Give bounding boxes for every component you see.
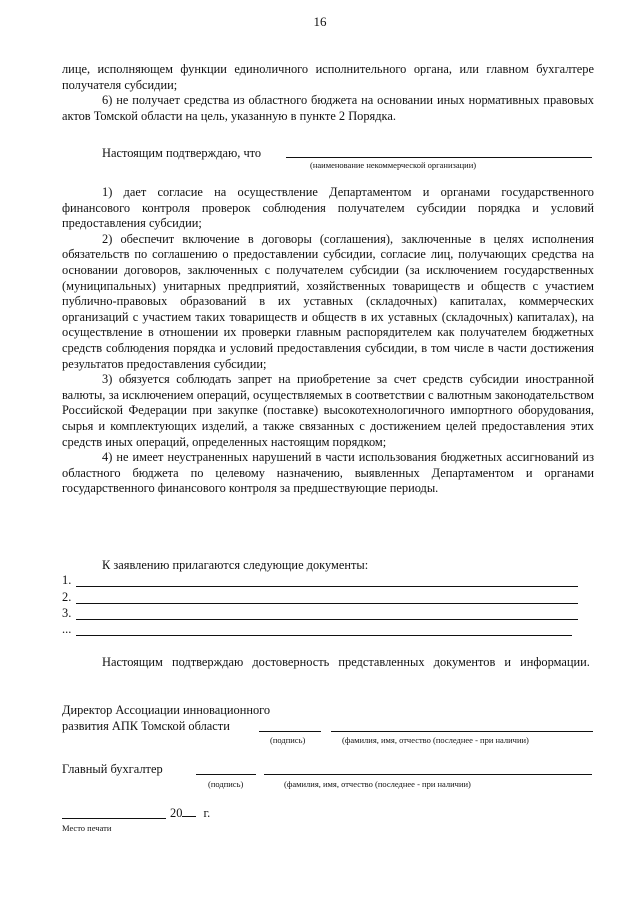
- verification-block: [62, 655, 594, 671]
- director-name-caption: (фамилия, имя, отчество (последнее - при наличии): [342, 735, 529, 745]
- director-title-line-2: развития АПК Томской области: [62, 719, 230, 733]
- document-number-3: 3.: [62, 606, 72, 620]
- document-number-1: 1.: [62, 573, 72, 587]
- document-number-more: ...: [62, 622, 72, 636]
- accountant-name-caption: (фамилия, имя, отчество (последнее - при наличии): [284, 779, 471, 789]
- stamp-place-label: Место печати: [62, 823, 112, 833]
- date-year: [170, 806, 210, 821]
- intro-paragraph-2: 6) не получает средства из областного бюджета на основании иных нормативных правовых актов Томской области на цель, указанную в пункте 2 Порядка.: [62, 93, 594, 123]
- confirm-label: Настоящим подтверждаю, что: [102, 146, 262, 160]
- document-line-2[interactable]: [76, 603, 578, 604]
- document-line-more[interactable]: [76, 635, 572, 636]
- director-title-line-1: Директор Ассоциации инновационного: [62, 703, 271, 717]
- document-line-1[interactable]: [76, 586, 578, 587]
- intro-paragraph-1: лице, исполняющем функции единоличного исполнительного органа, или главном бухгалтере получателя субсидии;: [62, 62, 594, 92]
- director-signature-caption: (подпись): [270, 735, 306, 745]
- accountant-name-line[interactable]: [264, 774, 592, 775]
- document-number-2: 2.: [62, 590, 72, 604]
- verification-text: Настоящим подтверждаю достоверность представленных документов и информации.: [102, 655, 590, 669]
- obligation-item-4: 4) не имеет неустраненных нарушений в части использования бюджетных ассигнований из областного бюджета по целевому назначению, выявленных Департаментом и органами государственного финансового контроля за предшествующие периоды.: [62, 450, 594, 496]
- date-year-suffix: г.: [203, 806, 211, 820]
- obligations-list: [62, 185, 594, 497]
- organization-caption: (наименование некоммерческой организации): [310, 160, 477, 170]
- intro-block: [62, 62, 594, 124]
- obligation-item-3: 3) обязуется соблюдать запрет на приобретение за счет средств субсидии иностранной валюты, за исключением операций, осуществляемых в соответствии с валютным законодательством Российской Федерации при закупке (поставке) высокотехнологичного импортного оборудования, сырья и комплектующих изделий, а также связанных с достижением целей предоставления этих средств иных операций, определенных настоящим порядком;: [62, 372, 594, 449]
- accountant-label: Главный бухгалтер: [62, 762, 163, 776]
- document-line-3[interactable]: [76, 619, 578, 620]
- date-year-line[interactable]: [182, 806, 196, 817]
- obligation-item-2: 2) обеспечит включение в договоры (соглашения), заключенные в целях исполнения обязательств по соглашению о предоставлении субсидии, согласие лиц, получающих средства на основании договоров, заключенных с получателем субсидии (за исключением государственных (муниципальных) унитарных предприятий, хозяйственных товариществ и обществ с участием публично-правовых образований в их уставных (складочных) капиталах, коммерческих организаций с участием таких товариществ и обществ в их уставных (складочных) капиталах), на осуществление в отношении их проверки главным распорядителем как получателем бюджетных средств соблюдения порядка и условий предоставления субсидии, в том числе в части достижения результатов предоставления субсидии;: [62, 231, 594, 371]
- confirm-row: [102, 146, 261, 161]
- date-day-line[interactable]: [62, 818, 166, 819]
- page-number: 16: [313, 14, 327, 29]
- organization-name-line[interactable]: [286, 157, 592, 158]
- accountant-signature-line[interactable]: [196, 774, 256, 775]
- obligation-item-1: 1) дает согласие на осуществление Департаментом и органами государственного финансового контроля проверок соблюдения получателем субсидии порядка и условий предоставления субсидии;: [62, 185, 594, 231]
- director-signature-line[interactable]: [259, 731, 321, 732]
- accountant-signature-caption: (подпись): [208, 779, 244, 789]
- documents-heading: К заявлению прилагаются следующие документы:: [102, 558, 369, 572]
- date-year-prefix: 20: [170, 806, 183, 820]
- director-name-line[interactable]: [331, 731, 593, 732]
